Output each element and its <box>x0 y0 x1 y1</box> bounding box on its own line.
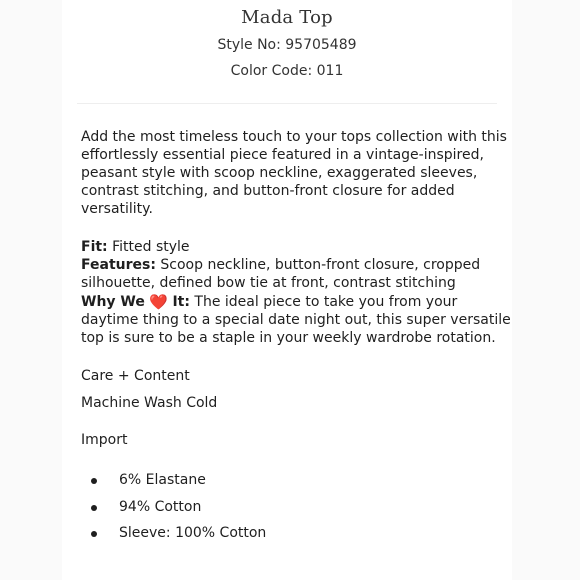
product-header <box>62 0 512 104</box>
material-label: 6% Elastane <box>119 472 206 488</box>
import-label: Import <box>81 432 128 448</box>
features-value: Scoop neckline, button-front closure, cropped silhouette, defined bow tie at front, contrast stitching <box>81 257 481 291</box>
features-label: Features: <box>81 257 156 273</box>
bullet-icon <box>91 478 97 484</box>
why-label-prefix: Why We <box>81 294 145 310</box>
material-item <box>81 520 511 547</box>
heart-icon: ❤️ <box>149 293 168 311</box>
material-label: Sleeve: 100% Cotton <box>119 525 267 541</box>
fit-line <box>81 238 511 256</box>
care-content-title: Care + Content <box>81 368 190 384</box>
materials-list <box>81 467 511 547</box>
style-number: Style No: 95705489 <box>217 37 357 53</box>
fit-value: Fitted style <box>112 239 190 255</box>
product-details <box>81 128 511 547</box>
paragraph-spacer <box>81 218 511 238</box>
why-label-suffix: It: <box>172 294 190 310</box>
features-line <box>81 256 511 292</box>
product-title: Mada Top <box>241 7 333 28</box>
material-item <box>81 467 511 494</box>
bullet-icon <box>91 505 97 511</box>
care-instruction: Machine Wash Cold <box>81 395 218 411</box>
color-code: Color Code: 011 <box>230 63 344 79</box>
product-intro: Add the most timeless touch to your tops collection with this effortlessly essential piece featured in a vintage-inspired, peasant style with scoop neckline, exaggerated sleeves, contrast stitching, and button-front closure for added versatility. <box>81 129 507 217</box>
bullet-icon <box>91 531 97 537</box>
fit-label: Fit: <box>81 239 108 255</box>
why-value: The ideal piece to take you from your daytime thing to a special date night out, this super versatile top is sure to be a staple in your weekly wardrobe rotation. <box>81 294 511 346</box>
why-we-love-it-line <box>81 292 511 347</box>
material-item <box>81 494 511 521</box>
header-divider <box>77 103 497 104</box>
material-label: 94% Cotton <box>119 498 202 515</box>
